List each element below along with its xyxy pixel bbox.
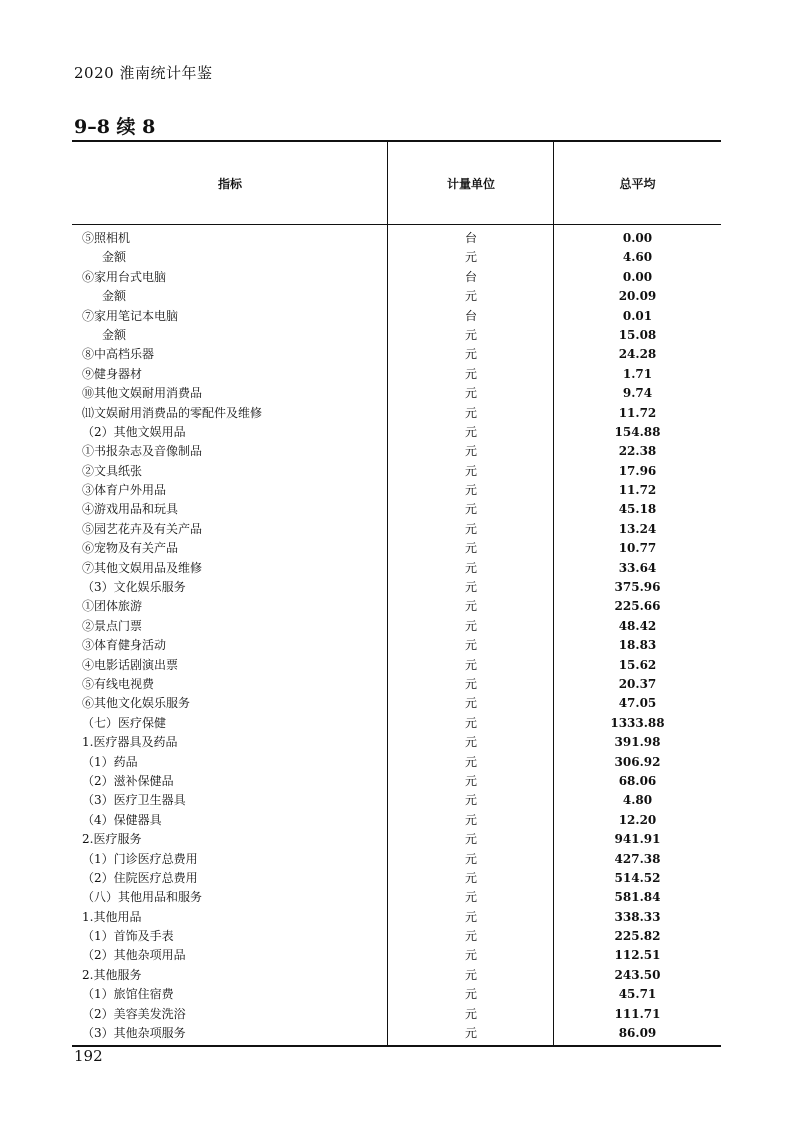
row-indicator: （1）门诊医疗总费用 — [82, 851, 198, 866]
row-indicator: ⑩其他文娱耐用消费品 — [82, 386, 203, 401]
row-value: 20.09 — [618, 289, 657, 304]
row-indicator: （2）住院医疗总费用 — [82, 870, 198, 885]
table-row — [72, 597, 721, 616]
table-row — [72, 850, 721, 869]
row-value: 11.72 — [618, 483, 657, 498]
row-value: 15.62 — [618, 657, 657, 672]
row-value: 18.83 — [618, 638, 657, 653]
row-indicator: ④游戏用品和玩具 — [82, 502, 179, 517]
row-value: 48.42 — [618, 618, 657, 633]
table-row — [72, 869, 721, 888]
column-header-indicator: 指标 — [217, 176, 242, 191]
row-indicator: ⑤照相机 — [82, 231, 131, 245]
table-row — [72, 1005, 721, 1024]
table-row — [72, 636, 721, 655]
table-row — [72, 345, 721, 364]
row-indicator: 2.医疗服务 — [82, 832, 142, 847]
row-unit: 台 — [464, 269, 477, 284]
table-row — [72, 656, 721, 675]
row-indicator: （3）其他杂项服务 — [82, 1026, 186, 1041]
row-indicator: ⑧中高档乐器 — [82, 347, 155, 362]
row-indicator: （3）文化娱乐服务 — [82, 580, 186, 595]
table-row — [72, 908, 721, 927]
table-row — [72, 248, 721, 267]
row-indicator: 金额 — [102, 327, 127, 342]
row-value: 20.37 — [618, 676, 657, 691]
row-indicator: ①书报杂志及音像制品 — [82, 444, 203, 459]
running-title: 2020 淮南统计年鉴 — [74, 64, 213, 82]
row-value: 0.00 — [622, 231, 653, 245]
table-body — [72, 225, 721, 1045]
row-indicator: ⑨健身器材 — [82, 366, 143, 381]
row-unit: 元 — [464, 676, 477, 691]
row-value: 10.77 — [618, 541, 657, 556]
table-row — [72, 559, 721, 578]
row-value: 45.71 — [618, 987, 657, 1002]
statistics-table — [72, 140, 721, 1047]
row-unit: 元 — [464, 657, 477, 672]
row-value: 941.91 — [614, 832, 661, 847]
table-row — [72, 772, 721, 791]
row-value: 24.28 — [618, 347, 657, 362]
row-indicator: ⑦家用笔记本电脑 — [82, 308, 179, 323]
row-indicator: ⑤园艺花卉及有关产品 — [82, 521, 203, 536]
row-indicator: （1）首饰及手表 — [82, 929, 174, 944]
row-indicator: （1）药品 — [82, 754, 138, 769]
table-row — [72, 811, 721, 830]
row-unit: 元 — [464, 424, 477, 439]
table-row — [72, 462, 721, 481]
row-indicator: ③体育健身活动 — [82, 638, 167, 653]
table-row — [72, 268, 721, 287]
row-value: 0.00 — [622, 269, 653, 284]
row-indicator: ②文具纸张 — [82, 463, 143, 478]
row-indicator: 1.医疗器具及药品 — [82, 735, 178, 750]
row-indicator: 1.其他用品 — [82, 909, 142, 924]
row-value: 68.06 — [618, 773, 657, 788]
row-indicator: 2.其他服务 — [82, 967, 142, 982]
row-unit: 元 — [464, 405, 477, 420]
row-value: 45.18 — [618, 502, 657, 517]
row-unit: 元 — [464, 347, 477, 362]
table-row — [72, 888, 721, 907]
row-indicator: （八）其他用品和服务 — [82, 890, 203, 905]
row-unit: 元 — [464, 444, 477, 459]
row-value: 15.08 — [618, 327, 657, 342]
row-value: 581.84 — [614, 890, 661, 905]
row-unit: 元 — [464, 599, 477, 614]
table-row — [72, 946, 721, 965]
row-unit: 元 — [464, 560, 477, 575]
row-unit: 元 — [464, 541, 477, 556]
row-value: 12.20 — [618, 812, 657, 827]
row-unit: 元 — [464, 463, 477, 478]
table-row — [72, 423, 721, 442]
table-row — [72, 287, 721, 306]
row-value: 306.92 — [614, 754, 661, 769]
row-indicator: ⑥家用台式电脑 — [82, 269, 167, 284]
row-unit: 元 — [464, 366, 477, 381]
row-unit: 元 — [464, 483, 477, 498]
row-unit: 元 — [464, 696, 477, 711]
table-row — [72, 830, 721, 849]
row-indicator: （2）美容美发洗浴 — [82, 1006, 186, 1021]
row-value: 0.01 — [622, 308, 653, 323]
row-value: 22.38 — [618, 444, 657, 459]
row-value: 9.74 — [622, 386, 653, 401]
row-value: 514.52 — [614, 870, 661, 885]
table-row — [72, 733, 721, 752]
table-row — [72, 714, 721, 733]
row-unit: 元 — [464, 289, 477, 304]
row-unit: 元 — [464, 987, 477, 1002]
row-value: 1333.88 — [610, 715, 665, 730]
row-unit: 元 — [464, 580, 477, 595]
row-indicator: （4）保健器具 — [82, 812, 162, 827]
row-unit: 元 — [464, 851, 477, 866]
row-value: 225.66 — [614, 599, 661, 614]
column-divider — [553, 142, 554, 224]
row-unit: 台 — [464, 308, 477, 323]
table-row — [72, 481, 721, 500]
row-unit: 元 — [464, 870, 477, 885]
row-indicator: ②景点门票 — [82, 618, 143, 633]
table-row — [72, 791, 721, 810]
row-unit: 元 — [464, 793, 477, 808]
row-unit: 元 — [464, 638, 477, 653]
row-value: 13.24 — [618, 521, 657, 536]
row-unit: 元 — [464, 948, 477, 963]
row-unit: 元 — [464, 715, 477, 730]
table-row — [72, 753, 721, 772]
row-unit: 元 — [464, 618, 477, 633]
table-row — [72, 927, 721, 946]
row-indicator: ⑥其他文化娱乐服务 — [82, 696, 191, 711]
table-title: 9–8 续 8 — [74, 116, 156, 138]
row-unit: 元 — [464, 735, 477, 750]
table-row — [72, 442, 721, 461]
table-row — [72, 365, 721, 384]
row-unit: 元 — [464, 521, 477, 536]
row-value: 4.80 — [622, 793, 653, 808]
row-unit: 元 — [464, 502, 477, 517]
table-row — [72, 229, 721, 248]
row-value: 111.71 — [614, 1006, 661, 1021]
row-indicator: （2）其他文娱用品 — [82, 424, 186, 439]
table-row — [72, 617, 721, 636]
row-unit: 元 — [464, 754, 477, 769]
row-indicator: ⑤有线电视费 — [82, 676, 155, 691]
row-value: 225.82 — [614, 929, 661, 944]
row-unit: 元 — [464, 250, 477, 265]
column-divider — [387, 142, 388, 224]
row-unit: 元 — [464, 386, 477, 401]
row-indicator: ⑦其他文娱用品及维修 — [82, 560, 203, 575]
table-row — [72, 675, 721, 694]
column-header-total-average: 总平均 — [619, 176, 656, 191]
row-indicator: ④电影话剧演出票 — [82, 657, 179, 672]
table-row — [72, 539, 721, 558]
page-number: 192 — [74, 1047, 103, 1065]
row-unit: 台 — [464, 231, 477, 245]
row-value: 338.33 — [614, 909, 661, 924]
row-indicator: （2）其他杂项用品 — [82, 948, 186, 963]
row-unit: 元 — [464, 773, 477, 788]
row-indicator: 金额 — [102, 289, 127, 304]
row-indicator: 金额 — [102, 250, 127, 265]
row-value: 1.71 — [622, 366, 653, 381]
row-indicator: （七）医疗保健 — [82, 715, 167, 730]
row-indicator: （3）医疗卫生器具 — [82, 793, 186, 808]
row-value: 17.96 — [618, 463, 657, 478]
table-header — [72, 142, 721, 225]
row-value: 33.64 — [618, 560, 657, 575]
row-unit: 元 — [464, 1006, 477, 1021]
row-value: 86.09 — [618, 1026, 657, 1041]
table-row — [72, 404, 721, 423]
row-unit: 元 — [464, 832, 477, 847]
row-indicator: （2）滋补保健品 — [82, 773, 174, 788]
table-row — [72, 578, 721, 597]
table-bottom-rule — [72, 1045, 721, 1047]
table-row — [72, 520, 721, 539]
row-value: 4.60 — [622, 250, 653, 265]
row-indicator: ⑥宠物及有关产品 — [82, 541, 179, 556]
row-indicator: （1）旅馆住宿费 — [82, 987, 174, 1002]
row-value: 243.50 — [614, 967, 661, 982]
row-value: 391.98 — [614, 735, 661, 750]
table-row — [72, 694, 721, 713]
row-indicator: ⑾文娱耐用消费品的零配件及维修 — [82, 405, 263, 420]
row-unit: 元 — [464, 327, 477, 342]
row-unit: 元 — [464, 890, 477, 905]
row-value: 427.38 — [614, 851, 661, 866]
table-row — [72, 307, 721, 326]
table-row — [72, 326, 721, 345]
row-unit: 元 — [464, 967, 477, 982]
row-unit: 元 — [464, 929, 477, 944]
table-row — [72, 985, 721, 1004]
row-value: 112.51 — [614, 948, 661, 963]
row-value: 11.72 — [618, 405, 657, 420]
table-row — [72, 966, 721, 985]
table-row — [72, 1024, 721, 1043]
row-unit: 元 — [464, 1026, 477, 1041]
row-value: 154.88 — [614, 424, 661, 439]
row-unit: 元 — [464, 909, 477, 924]
row-indicator: ①团体旅游 — [82, 599, 143, 614]
table-row — [72, 500, 721, 519]
column-header-unit: 计量单位 — [446, 176, 495, 191]
row-value: 375.96 — [614, 580, 661, 595]
row-unit: 元 — [464, 812, 477, 827]
row-indicator: ③体育户外用品 — [82, 483, 167, 498]
table-row — [72, 384, 721, 403]
row-value: 47.05 — [618, 696, 657, 711]
